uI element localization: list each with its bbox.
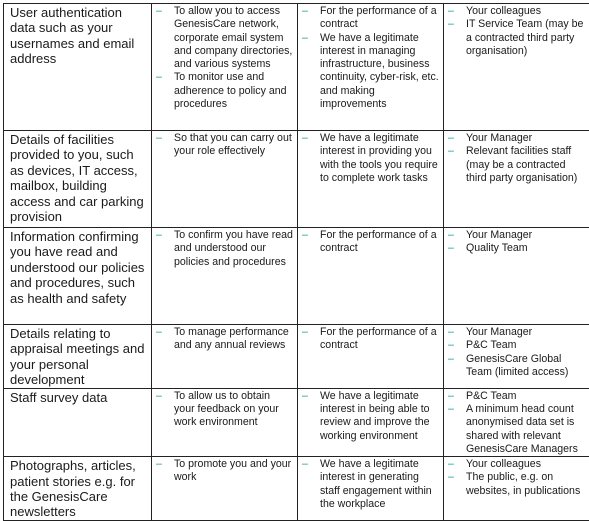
dash-bullet-icon: – [448, 132, 454, 145]
purpose-cell [152, 457, 298, 521]
list-item [448, 339, 588, 352]
legal-basis-cell [298, 388, 444, 456]
table-row [4, 131, 589, 228]
dash-bullet-icon: – [302, 390, 308, 403]
list-item [448, 353, 588, 380]
list-item [156, 390, 293, 430]
list-item-text: For the performance of a contract [320, 229, 437, 254]
purpose-cell [152, 325, 298, 389]
purpose-cell [152, 388, 298, 456]
dash-bullet-icon: – [448, 145, 454, 158]
list-item [448, 5, 588, 18]
list-item [302, 326, 439, 353]
dash-bullet-icon: – [448, 229, 454, 242]
dash-bullet-icon: – [156, 5, 162, 18]
list-item-text: We have a legitimate interest in being able to review and improve the working environment [320, 390, 430, 442]
table-row [4, 388, 589, 456]
list-item-text: To allow you to access GenesisCare network, corporate email system and company directories, and various systems [174, 5, 292, 70]
list-item [302, 229, 439, 256]
list-item [448, 390, 588, 403]
list-item-text: P&C Team [466, 390, 516, 402]
dash-bullet-icon: – [448, 339, 454, 352]
legal-basis-cell [298, 4, 444, 131]
legal-basis-cell [298, 131, 444, 228]
data-category-cell: Staff survey data [4, 388, 152, 456]
list-item-text: Your colleagues [466, 458, 541, 470]
dash-bullet-icon: – [302, 132, 308, 145]
data-category-cell: Details of facilities provided to you, such as devices, IT access, mailbox, building access and car parking provision [4, 131, 152, 228]
dash-bullet-icon: – [448, 5, 454, 18]
data-processing-table [3, 3, 589, 521]
dash-bullet-icon: – [448, 471, 454, 484]
table-row [4, 457, 589, 521]
dash-bullet-icon: – [156, 458, 162, 471]
recipients-cell [444, 4, 589, 131]
purpose-cell [152, 131, 298, 228]
dash-bullet-icon: – [448, 353, 454, 366]
dash-bullet-icon: – [448, 403, 454, 416]
table-row [4, 228, 589, 325]
recipients-cell [444, 325, 589, 389]
data-category-cell: Photographs, articles, patient stories e.g. for the GenesisCare newsletters [4, 457, 152, 521]
list-item [156, 229, 293, 269]
list-item [448, 403, 588, 456]
data-category-cell: User authentication data such as your usernames and email address [4, 4, 152, 131]
list-item [302, 32, 439, 112]
list-item-text: The public, e.g. on websites, in publications [466, 471, 580, 496]
dash-bullet-icon: – [156, 71, 162, 84]
list-item [448, 132, 588, 145]
dash-bullet-icon: – [156, 326, 162, 339]
dash-bullet-icon: – [302, 458, 308, 471]
list-item-text: So that you can carry out your role effectively [174, 132, 292, 157]
dash-bullet-icon: – [302, 5, 308, 18]
purpose-cell [152, 4, 298, 131]
list-item [302, 132, 439, 185]
list-item [448, 458, 588, 471]
list-item-text: For the performance of a contract [320, 326, 437, 351]
list-item-text: Relevant facilities staff (may be a contracted third party organisation) [466, 145, 577, 184]
list-item-text: To confirm you have read and understood our policies and procedures [174, 229, 293, 268]
list-item [156, 5, 293, 71]
list-item [302, 458, 439, 511]
recipients-cell [444, 457, 589, 521]
list-item [448, 18, 588, 58]
list-item-text: To monitor use and adherence to policy and procedures [174, 71, 287, 110]
list-item [448, 326, 588, 339]
list-item-text: Your colleagues [466, 5, 541, 17]
dash-bullet-icon: – [302, 326, 308, 339]
dash-bullet-icon: – [302, 229, 308, 242]
list-item [448, 242, 588, 255]
list-item-text: Your Manager [466, 326, 532, 338]
recipients-cell [444, 388, 589, 456]
list-item-text: P&C Team [466, 339, 516, 351]
recipients-cell [444, 131, 589, 228]
dash-bullet-icon: – [448, 326, 454, 339]
data-category-cell: Information confirming you have read and understood our policies and procedures, such as health and safety [4, 228, 152, 325]
list-item-text: Quality Team [466, 242, 528, 254]
list-item [156, 458, 293, 485]
list-item-text: GenesisCare Global Team (limited access) [466, 353, 568, 378]
list-item [448, 229, 588, 242]
list-item [156, 326, 293, 353]
list-item-text: To manage performance and any annual reviews [174, 326, 289, 351]
dash-bullet-icon: – [302, 32, 308, 45]
list-item [302, 390, 439, 443]
purpose-cell [152, 228, 298, 325]
list-item-text: For the performance of a contract [320, 5, 437, 30]
table-row [4, 4, 589, 131]
legal-basis-cell [298, 325, 444, 389]
dash-bullet-icon: – [156, 390, 162, 403]
dash-bullet-icon: – [156, 132, 162, 145]
dash-bullet-icon: – [448, 18, 454, 31]
list-item-text: We have a legitimate interest in providing you with the tools you require to complete work tasks [320, 132, 438, 184]
legal-basis-cell [298, 457, 444, 521]
list-item [302, 5, 439, 32]
table-row [4, 325, 589, 389]
list-item-text: We have a legitimate interest in managing infrastructure, business continuity, cyber-risk, etc. and making improvements [320, 32, 439, 110]
list-item [448, 471, 588, 498]
list-item-text: We have a legitimate interest in generating staff engagement within the workplace [320, 458, 432, 510]
list-item-text: IT Service Team (may be a contracted third party organisation) [466, 18, 583, 57]
list-item-text: To promote you and your work [174, 458, 291, 483]
list-item-text: A minimum head count anonymised data set is shared with relevant GenesisCare Managers [466, 403, 578, 455]
dash-bullet-icon: – [448, 390, 454, 403]
dash-bullet-icon: – [448, 458, 454, 471]
list-item [448, 145, 588, 185]
list-item-text: To allow us to obtain your feedback on your work environment [174, 390, 279, 429]
data-category-cell: Details relating to appraisal meetings and your personal development [4, 325, 152, 389]
dash-bullet-icon: – [448, 242, 454, 255]
dash-bullet-icon: – [156, 229, 162, 242]
legal-basis-cell [298, 228, 444, 325]
list-item [156, 71, 293, 111]
recipients-cell [444, 228, 589, 325]
list-item-text: Your Manager [466, 132, 532, 144]
list-item-text: Your Manager [466, 229, 532, 241]
table-body [4, 4, 589, 521]
list-item [156, 132, 293, 159]
